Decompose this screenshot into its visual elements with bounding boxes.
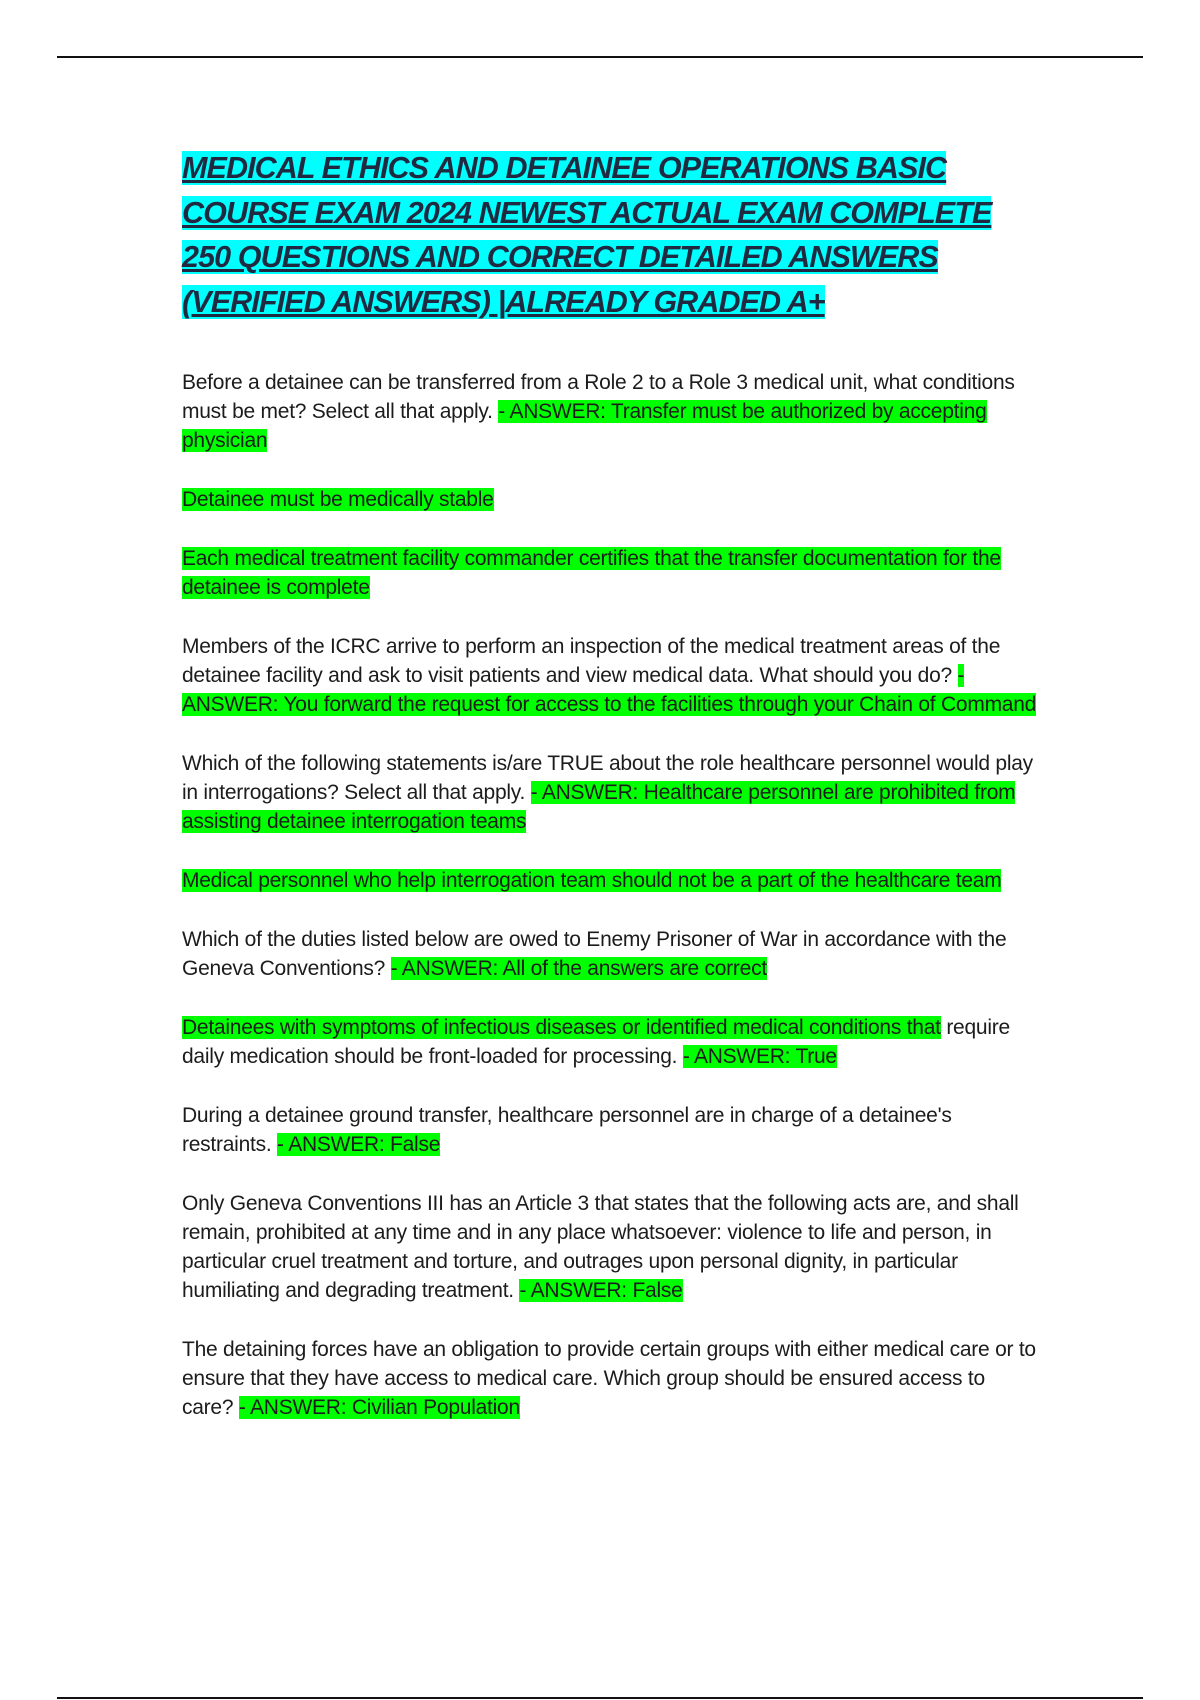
answer-text: Each medical treatment facility commander certifies that the transfer documentation for the detainee is complete	[182, 547, 1001, 599]
answer-text: - ANSWER: False	[277, 1133, 441, 1156]
answer-text: - ANSWER: Civilian Population	[238, 1396, 520, 1419]
question-text: require daily medication should be front-loaded for processing.	[182, 1016, 1010, 1068]
document-body	[182, 146, 1038, 1452]
question-text: The detaining forces have an obligation to provide certain groups with either medical care or to ensure that they have access to medical care. Which group should be ensured access to care?	[182, 1338, 1036, 1419]
qa-item	[182, 485, 1038, 514]
question-text: During a detainee ground transfer, healthcare personnel are in charge of a detainee's restraints.	[182, 1104, 952, 1156]
question-text: Which of the duties listed below are owed to Enemy Prisoner of War in accordance with the Geneva Conventions?	[182, 928, 1007, 980]
question-text: Members of the ICRC arrive to perform an inspection of the medical treatment areas of the detainee facility and ask to visit patients and view medical data. What should you do?	[182, 635, 1001, 687]
qa-item	[182, 632, 1038, 719]
qa-item	[182, 1189, 1038, 1305]
header-rule	[57, 56, 1143, 58]
document-title-text: MEDICAL ETHICS AND DETAINEE OPERATIONS BASIC COURSE EXAM 2024 NEWEST ACTUAL EXAM COMPLETE 250 QUESTIONS AND CORRECT DETAILED ANSWERS (VERIFIED ANSWERS) |ALREADY GRADED A+	[182, 151, 992, 319]
qa-item	[182, 1013, 1038, 1071]
answer-text: - ANSWER: Transfer must be authorized by accepting physician	[182, 400, 987, 452]
highlighted-lead-text: Detainees with symptoms of infectious diseases or identified medical conditions that	[182, 1016, 941, 1039]
document-title	[182, 146, 1038, 324]
qa-item	[182, 925, 1038, 983]
answer-text: - ANSWER: You forward the request for access to the facilities through your Chain of Command	[182, 664, 1037, 716]
qa-item	[182, 1335, 1038, 1422]
answer-text: - ANSWER: False	[519, 1279, 683, 1302]
question-text: Before a detainee can be transferred from a Role 2 to a Role 3 medical unit, what conditions must be met? Select all that apply.	[182, 371, 1015, 423]
qa-item	[182, 749, 1038, 836]
qa-item	[182, 544, 1038, 602]
answer-text: Detainee must be medically stable	[182, 488, 494, 511]
answer-text: - ANSWER: All of the answers are correct	[390, 957, 767, 980]
answer-text: - ANSWER: Healthcare personnel are prohibited from assisting detainee interrogation teams	[182, 781, 1016, 833]
answer-text: Medical personnel who help interrogation team should not be a part of the healthcare team	[182, 869, 1002, 892]
question-text: Only Geneva Conventions III has an Article 3 that states that the following acts are, and shall remain, prohibited at any time and in any place whatsoever: violence to life and person, in particular cruel treatment and torture, and outrages upon personal dignity, in particular humiliating and degrading treatment.	[182, 1192, 1019, 1302]
qa-item	[182, 1101, 1038, 1159]
qa-item	[182, 866, 1038, 895]
qa-item	[182, 368, 1038, 455]
question-text: Which of the following statements is/are TRUE about the role healthcare personnel would play in interrogations? Select all that apply.	[182, 752, 1033, 804]
footer-rule	[57, 1697, 1143, 1699]
answer-text: - ANSWER: True	[682, 1045, 837, 1068]
